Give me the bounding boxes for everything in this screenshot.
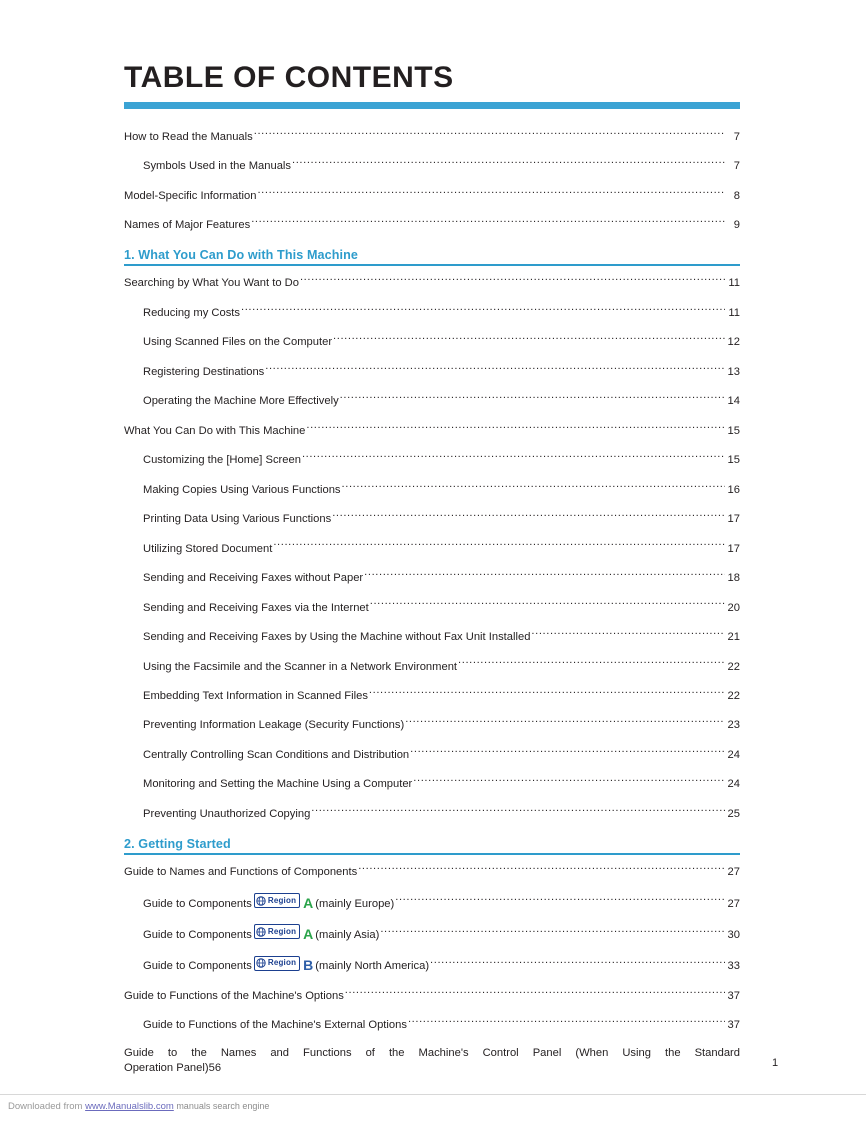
toc-entry-suffix: (mainly Europe) — [315, 897, 395, 910]
toc-entry[interactable] — [124, 504, 740, 533]
toc-entry[interactable] — [124, 356, 740, 385]
toc-entry[interactable] — [124, 563, 740, 592]
toc-entry-page: 15 — [727, 454, 740, 467]
toc-entry[interactable] — [124, 1040, 740, 1083]
toc-entry-label: Guide to Functions of the Machine's Options — [124, 989, 344, 1002]
toc-entry[interactable] — [124, 122, 740, 151]
toc-entry-page: 56 — [208, 1062, 222, 1075]
toc-entry[interactable] — [124, 151, 740, 180]
toc-entry[interactable] — [124, 857, 740, 886]
title-divider — [124, 102, 740, 109]
toc-entry[interactable] — [124, 651, 740, 680]
toc-entry[interactable] — [124, 386, 740, 415]
chapter-title: 2. Getting Started — [124, 837, 231, 852]
toc-entry-page: 17 — [727, 513, 740, 526]
leader-dots — [413, 775, 725, 787]
leader-dots — [300, 274, 725, 286]
toc-entry[interactable] — [124, 1010, 740, 1039]
chapter-title: 1. What You Can Do with This Machine — [124, 248, 359, 263]
toc-entry-page: 23 — [727, 719, 740, 732]
toc-entry-region[interactable] — [124, 949, 740, 980]
toc-entry[interactable] — [124, 445, 740, 474]
toc-entry-label: Printing Data Using Various Functions — [143, 513, 332, 526]
toc-entry-label: How to Read the Manuals — [124, 130, 253, 143]
toc-entry-page: 9 — [733, 219, 740, 232]
leader-dots — [408, 1016, 725, 1028]
toc-chapter2-entries — [124, 857, 740, 1083]
toc-entry[interactable] — [124, 681, 740, 710]
toc-entry-label: Making Copies Using Various Functions — [143, 483, 341, 496]
leader-dots — [358, 863, 725, 875]
toc-entry-label: Preventing Information Leakage (Security Functions) — [143, 719, 405, 732]
leader-dots — [458, 658, 725, 670]
toc-entry[interactable] — [124, 622, 740, 651]
region-badge-label: Region — [267, 926, 297, 936]
page-title: TABLE OF CONTENTS — [124, 61, 454, 94]
leader-dots — [251, 216, 725, 228]
leader-dots — [380, 926, 725, 938]
toc-entry[interactable] — [124, 981, 740, 1010]
toc-entry-label: Customizing the [Home] Screen — [143, 454, 301, 467]
toc-entry[interactable] — [124, 474, 740, 503]
toc-entry-label: Embedding Text Information in Scanned Files — [143, 690, 368, 702]
toc-entry-label: Guide to Names and Functions of Components — [124, 866, 358, 879]
toc-entry-page: 13 — [727, 365, 740, 378]
toc-entry-label: Guide to Components — [143, 960, 252, 973]
leader-dots — [265, 363, 725, 375]
toc-entry[interactable] — [124, 533, 740, 562]
toc-entry-page: 18 — [727, 572, 740, 585]
footer-prefix: Downloaded from — [8, 1101, 86, 1112]
toc-entry[interactable] — [124, 298, 740, 327]
toc-entry[interactable] — [124, 769, 740, 798]
toc-entry-page: 22 — [727, 690, 740, 702]
toc-entry-label: Guide to Components — [143, 897, 252, 910]
toc-entry-label: Centrally Controlling Scan Conditions and Distribution — [143, 748, 410, 761]
leader-dots — [311, 805, 725, 817]
toc-entry-page: 24 — [727, 778, 740, 791]
toc-entry-label: Sending and Receiving Faxes without Paper — [143, 572, 364, 585]
leader-dots — [395, 895, 725, 907]
toc-chapter1-entries — [124, 268, 740, 828]
leader-dots — [405, 716, 725, 728]
toc-entry-label: Using the Facsimile and the Scanner in a Network Environment — [143, 660, 458, 673]
leader-dots — [370, 599, 725, 611]
leader-dots — [332, 510, 725, 522]
toc-entry-page: 15 — [727, 424, 740, 437]
toc-entry-label: Reducing my Costs — [143, 306, 240, 319]
toc-entry-page: 33 — [727, 960, 740, 973]
toc-entry-page: 21 — [727, 631, 740, 644]
region-letter: A — [303, 894, 314, 911]
region-letter: B — [303, 957, 314, 974]
toc-entry-suffix: (mainly North America) — [315, 960, 430, 973]
toc-content — [124, 62, 740, 1082]
leader-dots — [369, 687, 725, 699]
toc-entry-page: 25 — [727, 807, 740, 820]
leader-dots — [292, 157, 725, 169]
toc-entry-label: Searching by What You Want to Do — [124, 277, 299, 290]
toc-entry-page: 11 — [728, 306, 740, 319]
toc-entry-label: Utilizing Stored Document — [143, 542, 273, 555]
toc-front-matter — [124, 122, 740, 240]
chapter-divider — [124, 264, 740, 266]
globe-icon — [256, 927, 266, 937]
toc-entry-page: 17 — [727, 542, 740, 555]
toc-entry-page: 7 — [733, 130, 740, 143]
globe-icon — [256, 958, 266, 968]
chapter-heading-2 — [124, 837, 740, 855]
toc-entry-page: 14 — [727, 395, 740, 408]
toc-entry[interactable] — [124, 740, 740, 769]
toc-entry-page: 22 — [727, 660, 740, 673]
region-badge-label: Region — [267, 958, 297, 968]
leader-dots — [345, 987, 725, 999]
toc-entry-label: What You Can Do with This Machine — [124, 424, 306, 437]
toc-entry-label-continued: Operation Panel) — [124, 1062, 209, 1075]
leader-dots — [531, 628, 725, 640]
toc-entry-label: Guide to Components — [143, 928, 252, 941]
toc-entry-label: Registering Destinations — [143, 365, 265, 378]
toc-entry-page: 37 — [727, 1019, 740, 1032]
toc-entry-page: 27 — [727, 866, 740, 879]
toc-entry-page: 24 — [727, 748, 740, 761]
region-badge — [254, 956, 300, 971]
toc-entry-label: Operating the Machine More Effectively — [143, 395, 339, 408]
toc-entry-page: 16 — [727, 483, 740, 496]
toc-entry-label: Model-Specific Information — [124, 189, 257, 202]
leader-dots — [273, 540, 725, 552]
toc-entry-page: 30 — [727, 928, 740, 941]
leader-dots — [302, 451, 725, 463]
leader-dots — [254, 128, 725, 140]
leader-dots — [241, 304, 725, 316]
toc-entry[interactable] — [124, 415, 740, 444]
toc-entry-label: Guide to Functions of the Machine's External Options — [143, 1019, 407, 1032]
leader-dots — [342, 481, 725, 493]
leader-dots — [306, 422, 725, 434]
toc-entry[interactable] — [124, 799, 740, 828]
leader-dots — [333, 333, 725, 345]
toc-entry-page: 11 — [728, 277, 740, 290]
toc-entry-label: Sending and Receiving Faxes via the Internet — [143, 601, 369, 614]
leader-dots — [410, 746, 725, 758]
chapter-heading-1 — [124, 248, 740, 266]
region-badge — [254, 893, 300, 908]
toc-entry-label: Sending and Receiving Faxes by Using the Machine without Fax Unit Installed — [143, 631, 531, 644]
leader-dots — [364, 569, 725, 581]
toc-entry-label: Symbols Used in the Manuals — [143, 160, 291, 173]
toc-entry-region[interactable] — [124, 918, 740, 949]
page-number: 1 — [772, 1057, 779, 1069]
leader-dots — [430, 957, 725, 969]
footer-suffix: manuals search engine — [173, 1101, 270, 1111]
region-letter: A — [303, 925, 314, 942]
toc-entry-page: 12 — [727, 336, 740, 349]
toc-entry[interactable] — [124, 268, 740, 297]
toc-entry-page: 7 — [733, 160, 740, 173]
toc-entry[interactable] — [124, 210, 740, 239]
toc-entry[interactable] — [124, 327, 740, 356]
region-badge-label: Region — [267, 895, 297, 905]
region-badge — [254, 924, 300, 939]
toc-entry-region[interactable] — [124, 886, 740, 917]
toc-entry[interactable] — [124, 710, 740, 739]
toc-entry-page: 37 — [727, 989, 740, 1002]
toc-entry-label: Using Scanned Files on the Computer — [143, 336, 333, 349]
toc-entry-label: Guide to the Names and Functions of the Machine's Control Panel (When Using the Standard — [124, 1046, 740, 1059]
footer-attribution — [8, 1101, 269, 1112]
toc-entry-label: Monitoring and Setting the Machine Using a Computer — [143, 778, 413, 791]
leader-dots — [340, 392, 725, 404]
manualslib-link[interactable]: www.Manualslib.com — [85, 1101, 174, 1112]
toc-entry-page: 8 — [733, 189, 740, 202]
toc-entry-label: Names of Major Features — [124, 219, 251, 232]
toc-entry-page: 27 — [727, 897, 740, 910]
toc-entry[interactable] — [124, 592, 740, 621]
chapter-divider — [124, 853, 740, 855]
toc-entry-page: 20 — [727, 601, 740, 614]
leader-dots — [257, 187, 725, 199]
toc-entry-label: Preventing Unauthorized Copying — [143, 807, 311, 820]
globe-icon — [256, 896, 266, 906]
toc-entry-suffix: (mainly Asia) — [315, 928, 380, 941]
toc-entry[interactable] — [124, 180, 740, 209]
